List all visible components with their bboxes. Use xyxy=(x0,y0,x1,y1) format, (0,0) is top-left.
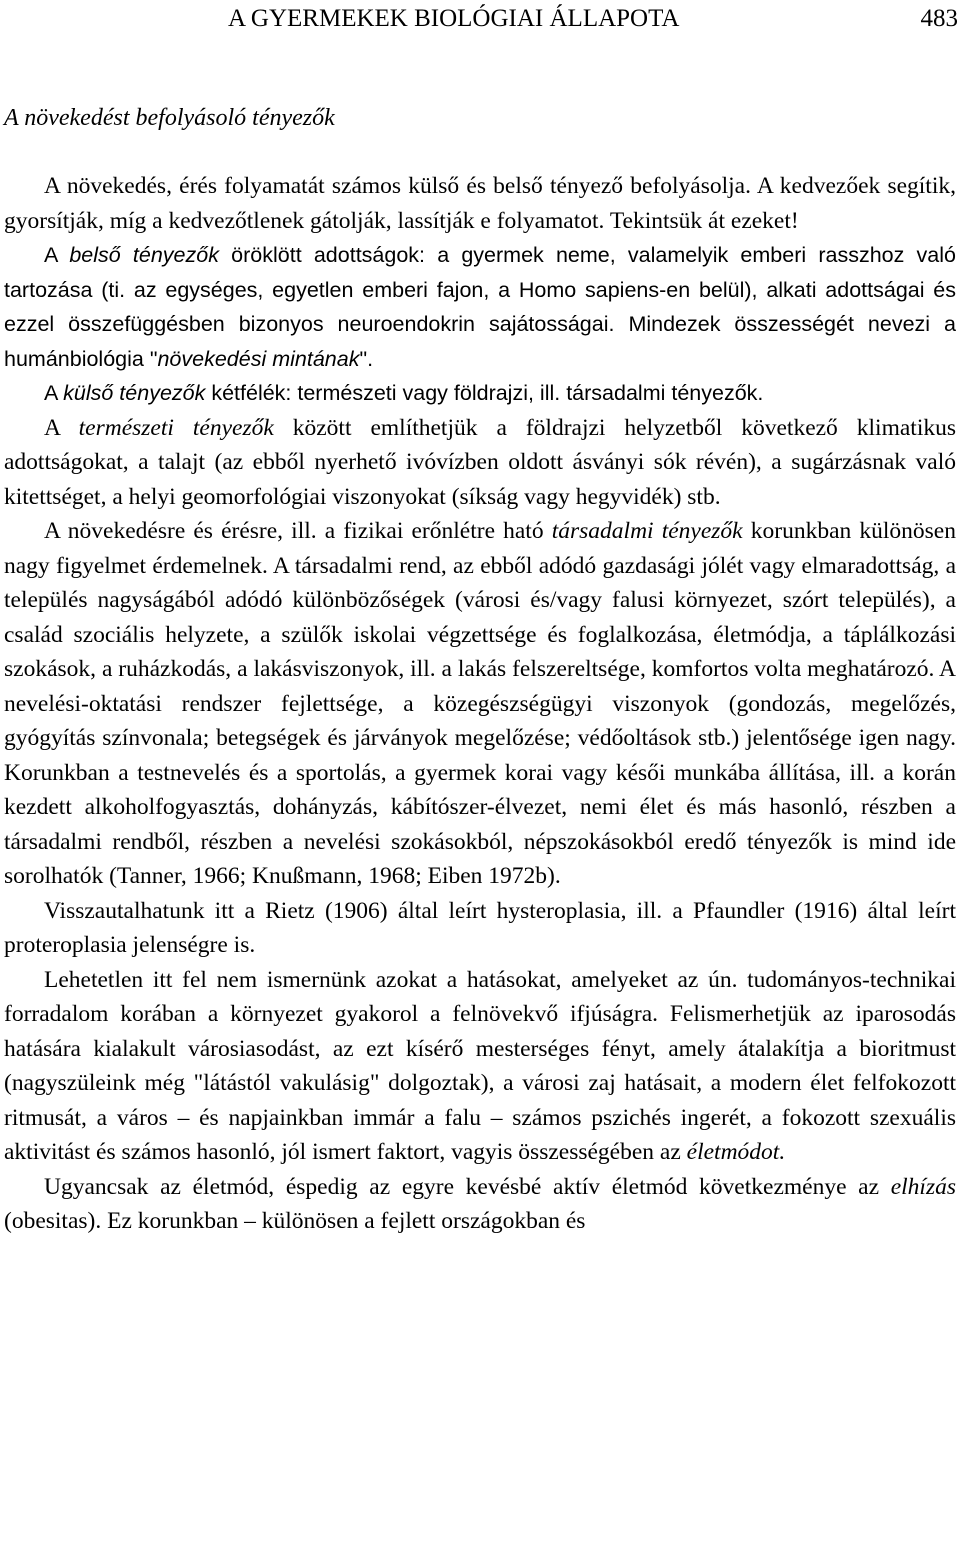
paragraph-2 xyxy=(4,238,956,376)
paragraph-3 xyxy=(4,376,956,411)
text-run: öröklött adottságok: a gyermek neme, valamelyik emberi rasszhoz való tartozása (ti. az egységes, egyetlen emberi fajon, a Homo sapiens-en belül), alkati adottságai és ezzel összefüggésben bizonyos neuroendokrin sajátosságai. Mindezek összességét nevezi a humánbiológia " xyxy=(4,243,956,371)
text-run: (obesitas). Ez korunkban – különösen a fejlett országokban és xyxy=(4,1208,586,1234)
page-number: 483 xyxy=(920,5,958,32)
text-run: kétfélék: természeti vagy földrajzi, ill. társadalmi tényezők. xyxy=(205,381,764,405)
italic-run: elhízás xyxy=(890,1173,956,1200)
text-run: A xyxy=(44,414,79,441)
text-run: ". xyxy=(359,346,374,371)
italic-run: külső tényezők xyxy=(63,381,206,405)
text-run: A növekedés, érés folyamatát számos külső és belső tényező befolyásolja. A kedvezőek segítik, gyorsítják, míg a kedvezőtlenek gátolják, lassítják e folyamatot. Tekintsük át ezeket! xyxy=(4,173,956,234)
text-run: között említhetjük a földrajzi helyzetből következő klimatikus adottságokat, a talajt (az ebből nyerhető ivóvízben oldott ásványi sók révén), a sugárzásnak való kitettséget, a helyi geomorfológiai viszonyokat (síkság vagy hegyvidék) stb. xyxy=(4,414,956,510)
italic-run: belső tényezők xyxy=(69,243,219,267)
paragraph-4 xyxy=(4,411,956,515)
text-run: korunkban különösen nagy figyelmet érdemelnek. A társadalmi rend, az ebből adódó gazdasági jólét vagy elmaradottság, a település nagyságából adódó különbözőségek (városi és/vagy falusi környezet, szórt település), a család szociális helyzete, a szülők iskolai végzettsége és foglalkozása, életmódja, a táplálkozási szokások, a ruházkodás, a lakásviszonyok, ill. a lakás felszereltsége, komfortos volta meghatározó. A nevelési-oktatási rendszer fejlettsége, a közegészségügyi viszonyok (gondozás, megelőzés, gyógyítás színvonala; betegségek és járványok megelőzése; védőoltások stb.) jelentősége igen nagy. Korunkban a testnevelés és a sportolás, a gyermek korai vagy késői munkába állítása, ill. a korán kezdett alkoholfogyasztás, dohányzás, kábítószer-élvezet, nemi élet és más hasonló, részben a társadalmi rendből, részben a nevelési szokásokból, népszokásokból eredő tényezők is mind ide sorolhatók (Tanner, 1966; Knußmann, 1968; Eiben 1972b). xyxy=(4,518,956,889)
paragraph-5 xyxy=(4,514,956,894)
text-run: Visszautalhatunk itt a Rietz (1906) által leírt hysteroplasia, ill. a Pfaundler (1916) által leírt proteroplasia jelenségre is. xyxy=(4,897,956,958)
paragraph-6 xyxy=(4,894,956,963)
text-run: A xyxy=(44,243,70,267)
text-run: A növekedésre és érésre, ill. a fizikai erőnlétre ható xyxy=(44,518,552,544)
paragraph-7 xyxy=(4,963,956,1170)
italic-run: növekedési mintának xyxy=(157,346,360,371)
italic-run: természeti tényezők xyxy=(78,414,274,441)
section-title: A növekedést befolyásoló tényezők xyxy=(4,105,335,131)
text-run: Lehetetlen itt fel nem ismernünk azokat a hatásokat, amelyeket az ún. tudományos-technikai forradalom korában a környezet gyakorol a felnövekvő ifjúságra. Felismerhetjük az iparosodás hatására kialakult városiasodást, az ezt kísérő mesterséges fényt, amely átalakítja a bioritmust (nagyszüleink még "látástól vakulásig" dolgoztak), a városi zaj hatásait, a modern élet felfokozott ritmusát, a város – és napjainkban immár a falu – számos pszichés ingerét, a fokozott szexuális aktivitást és számos hasonló, jól ismert faktort, vagyis összességében az xyxy=(4,966,956,1165)
text-run: A xyxy=(44,381,64,405)
paragraph-1 xyxy=(4,169,956,238)
paragraph-8 xyxy=(4,1170,956,1239)
italic-run: életmódot. xyxy=(686,1139,786,1165)
text-run: Ugyancsak az életmód, éspedig az egyre kevésbé aktív életmód következménye az xyxy=(44,1173,891,1200)
header-title: A GYERMEKEK BIOLÓGIAI ÁLLAPOTA xyxy=(228,5,680,32)
italic-run: társadalmi tényezők xyxy=(551,518,743,544)
body-text xyxy=(4,169,956,1239)
